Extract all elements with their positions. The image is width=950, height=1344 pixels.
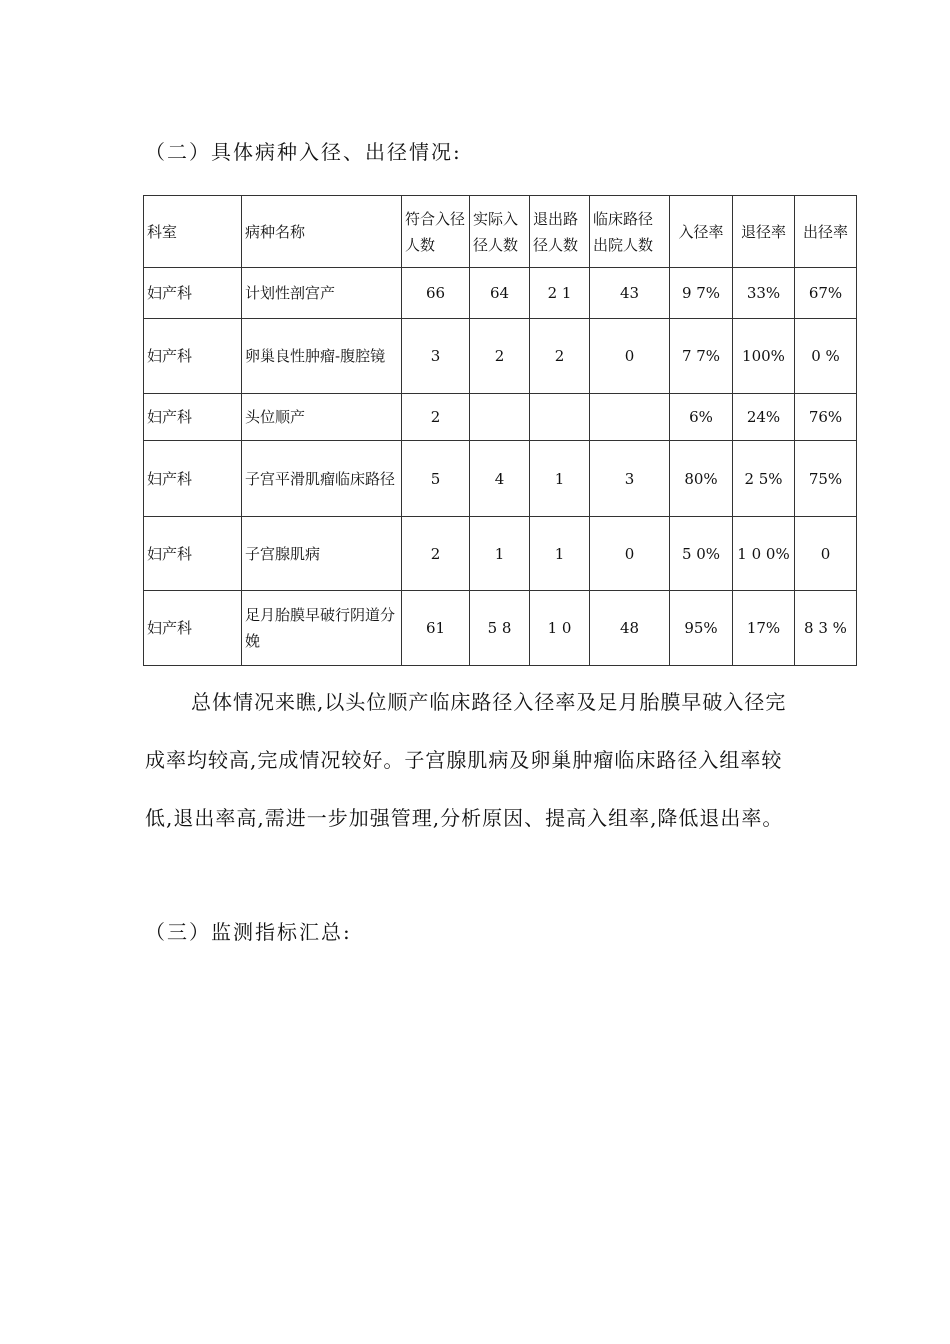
cell-actual: 2 xyxy=(470,319,530,394)
cell-disease: 子宫腺肌病 xyxy=(242,517,402,591)
cell-disease: 卵巢良性肿瘤-腹腔镜 xyxy=(242,319,402,394)
table-row xyxy=(144,441,857,517)
cell-dept: 妇产科 xyxy=(144,319,242,394)
cell-completion-rate: 0 xyxy=(795,517,857,591)
cell-exited: 1 xyxy=(530,441,590,517)
header-entry-rate: 入径率 xyxy=(670,196,733,268)
cell-completion-rate: 8 3 % xyxy=(795,591,857,666)
cell-eligible: 66 xyxy=(402,268,470,319)
cell-exit-rate: 1 0 0% xyxy=(733,517,795,591)
cell-eligible: 2 xyxy=(402,517,470,591)
table-row xyxy=(144,268,857,319)
cell-entry-rate: 5 0% xyxy=(670,517,733,591)
summary-paragraph: 总体情况来瞧,以头位顺产临床路径入径率及足月胎膜早破入径完成率均较高,完成情况较好。子宫腺肌病及卵巢肿瘤临床路径入组率较低,退出率高,需进一步加强管理,分析原因、提高入组率,降低退出率。 xyxy=(145,690,787,830)
cell-exit-rate: 17% xyxy=(733,591,795,666)
header-exit-rate: 退径率 xyxy=(733,196,795,268)
cell-exited xyxy=(530,394,590,441)
cell-entry-rate: 80% xyxy=(670,441,733,517)
table-row xyxy=(144,517,857,591)
cell-entry-rate: 6% xyxy=(670,394,733,441)
cell-completion-rate: 76% xyxy=(795,394,857,441)
header-actual: 实际入径人数 xyxy=(470,196,530,268)
cell-eligible: 3 xyxy=(402,319,470,394)
cell-exit-rate: 33% xyxy=(733,268,795,319)
cell-disease: 头位顺产 xyxy=(242,394,402,441)
section-heading-specific-cases: （二）具体病种入径、出径情况: xyxy=(145,140,462,164)
cell-exit-rate: 24% xyxy=(733,394,795,441)
header-discharged: 临床路径出院人数 xyxy=(590,196,670,268)
section-heading-monitoring-indicators: （三）监测指标汇总: xyxy=(145,920,352,944)
cell-discharged: 48 xyxy=(590,591,670,666)
table-row xyxy=(144,394,857,441)
cell-entry-rate: 9 7% xyxy=(670,268,733,319)
cell-dept: 妇产科 xyxy=(144,268,242,319)
cell-exited: 1 0 xyxy=(530,591,590,666)
cell-entry-rate: 7 7% xyxy=(670,319,733,394)
cell-discharged: 3 xyxy=(590,441,670,517)
cell-discharged: 43 xyxy=(590,268,670,319)
cell-entry-rate: 95% xyxy=(670,591,733,666)
cell-exit-rate: 100% xyxy=(733,319,795,394)
cell-actual: 1 xyxy=(470,517,530,591)
table-header-row xyxy=(144,196,857,268)
cell-dept: 妇产科 xyxy=(144,441,242,517)
cell-actual: 4 xyxy=(470,441,530,517)
cell-actual: 64 xyxy=(470,268,530,319)
header-eligible: 符合入径人数 xyxy=(402,196,470,268)
cell-disease: 计划性剖宫产 xyxy=(242,268,402,319)
table-row xyxy=(144,319,857,394)
cell-eligible: 2 xyxy=(402,394,470,441)
header-disease: 病种名称 xyxy=(242,196,402,268)
cell-exited: 2 xyxy=(530,319,590,394)
cell-exited: 1 xyxy=(530,517,590,591)
cell-exit-rate: 2 5% xyxy=(733,441,795,517)
cell-disease: 足月胎膜早破行阴道分娩 xyxy=(242,591,402,666)
cell-discharged xyxy=(590,394,670,441)
cell-discharged: 0 xyxy=(590,319,670,394)
header-completion-rate: 出径率 xyxy=(795,196,857,268)
table-row xyxy=(144,591,857,666)
cell-eligible: 5 xyxy=(402,441,470,517)
cell-dept: 妇产科 xyxy=(144,517,242,591)
header-exited: 退出路径人数 xyxy=(530,196,590,268)
cell-actual: 5 8 xyxy=(470,591,530,666)
cell-dept: 妇产科 xyxy=(144,394,242,441)
cell-exited: 2 1 xyxy=(530,268,590,319)
cell-discharged: 0 xyxy=(590,517,670,591)
cell-dept: 妇产科 xyxy=(144,591,242,666)
cell-disease: 子宫平滑肌瘤临床路径 xyxy=(242,441,402,517)
cell-eligible: 61 xyxy=(402,591,470,666)
cell-actual xyxy=(470,394,530,441)
cell-completion-rate: 75% xyxy=(795,441,857,517)
cell-completion-rate: 0 % xyxy=(795,319,857,394)
header-dept: 科室 xyxy=(144,196,242,268)
cell-completion-rate: 67% xyxy=(795,268,857,319)
clinical-path-table xyxy=(143,195,857,666)
